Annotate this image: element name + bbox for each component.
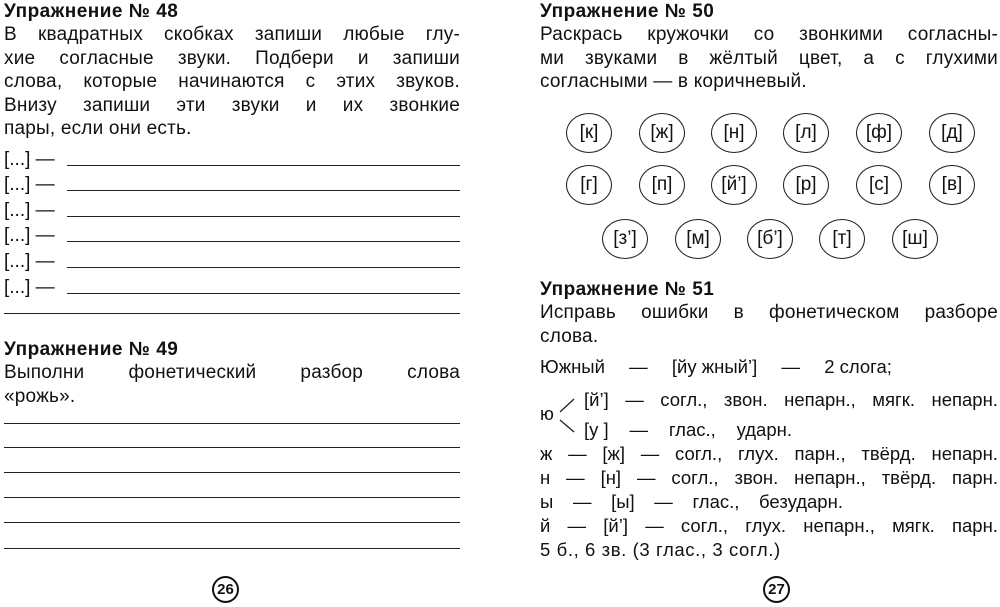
word: звон. (734, 467, 779, 488)
word: й (540, 515, 551, 536)
answer-line[interactable] (67, 241, 460, 242)
bracket-label: [...] — (4, 276, 55, 298)
ex48-line: хие согласные звуки. Подбери и запиши (4, 47, 460, 69)
ex50-line: согласными — в коричневый. (540, 71, 807, 92)
answer-line[interactable] (67, 165, 460, 166)
word: Южный (540, 356, 605, 377)
bracket-label: [...] — (4, 174, 55, 196)
sound-circle[interactable]: [п] (639, 165, 685, 205)
answer-line[interactable] (67, 293, 460, 294)
word: непарн. (931, 443, 998, 464)
fill-row[interactable] (4, 247, 460, 273)
analysis-row (540, 490, 843, 514)
exercise-49-title: Упражнение № 49 (4, 339, 179, 360)
word: твёрд. (861, 443, 916, 464)
word: — (568, 443, 587, 464)
word: ударн. (736, 419, 792, 440)
ex49-line (4, 361, 460, 385)
word: — (640, 443, 660, 464)
word: — (654, 491, 673, 512)
page-number: 27 (763, 576, 790, 603)
sound-circle[interactable]: [г] (566, 165, 612, 205)
analysis-yu-branch-2 (584, 418, 792, 442)
answer-line[interactable] (4, 522, 460, 523)
left-page (4, 0, 464, 607)
word: безударн. (759, 491, 843, 512)
bracket-label: [...] — (4, 199, 55, 221)
sound-circle[interactable]: [н] (711, 113, 757, 153)
word: [йу жный’] (671, 356, 758, 377)
word: — (625, 389, 644, 410)
word: глух. (745, 515, 787, 536)
word: звон. (723, 389, 768, 410)
ex48-line: пары, если они есть. (4, 118, 192, 139)
analysis-yu-branch-1 (584, 388, 998, 412)
analysis-summary: 5 б., 6 зв. (3 глас., 3 согл.) (540, 539, 781, 560)
exercise-50-title: Упражнение № 50 (540, 1, 715, 22)
fill-row[interactable] (4, 273, 460, 299)
fill-row[interactable] (4, 196, 460, 222)
word: — (781, 356, 800, 377)
answer-line[interactable] (4, 423, 460, 424)
word: глас., (668, 419, 716, 440)
answer-line[interactable] (4, 497, 460, 498)
bracket-label: [...] — (4, 148, 55, 170)
word: мягк. (872, 389, 915, 410)
word: 2 слога; (824, 356, 892, 377)
exercise-48-answer-lines (4, 145, 460, 299)
answer-line[interactable] (4, 447, 460, 448)
answer-line[interactable] (4, 313, 460, 314)
yu-letter: ю (540, 403, 554, 424)
sound-circle[interactable]: [ф] (856, 113, 902, 153)
word: фонетический (128, 362, 257, 383)
word: ы (540, 491, 554, 512)
analysis-row (540, 514, 998, 538)
sound-circle[interactable]: [с] (856, 165, 902, 205)
exercise-51-title: Упражнение № 51 (540, 279, 715, 300)
sound-circle[interactable]: [т] (819, 219, 865, 259)
word: разбор (300, 362, 364, 383)
sound-circle[interactable]: [д] (929, 113, 975, 153)
word: согл., (660, 389, 708, 410)
exercise-49-text (4, 361, 460, 408)
word: [н] (600, 467, 622, 488)
word: глух. (737, 443, 779, 464)
analysis-row (540, 442, 998, 466)
ex50-line: Раскрась кружочки со звонкими согласны- (540, 24, 998, 45)
word: [у ] (584, 419, 609, 440)
fill-row[interactable] (4, 145, 460, 171)
word: согл., (671, 467, 719, 488)
page-number: 26 (212, 576, 239, 603)
word: непарн., (794, 467, 866, 488)
analysis-word-line (540, 355, 892, 379)
ex48-line: В квадратных скобках запиши любые глу- (4, 24, 460, 45)
exercise-48-text (4, 23, 460, 141)
answer-line[interactable] (67, 216, 460, 217)
word: согл., (675, 443, 723, 464)
word: мягк. (892, 515, 935, 536)
ex51-line: Исправь ошибки в фонетическом разборе (540, 302, 998, 323)
answer-line[interactable] (67, 190, 460, 191)
sound-circle[interactable]: [р] (783, 165, 829, 205)
word: твёрд. (881, 467, 937, 488)
bracket-label: [...] — (4, 250, 55, 272)
word: слова (407, 362, 460, 383)
answer-line[interactable] (4, 472, 460, 473)
sound-circle[interactable]: [ш] (892, 219, 938, 259)
sound-circle[interactable]: [з’] (602, 219, 648, 259)
exercise-51-text (540, 301, 998, 348)
word: [й’] (603, 515, 628, 536)
word: непарн. (931, 389, 998, 410)
word: — (629, 356, 648, 377)
branch-down-line (560, 420, 574, 432)
word: — (645, 515, 664, 536)
sound-circle[interactable]: [б’] (747, 219, 793, 259)
word: ж (540, 443, 553, 464)
sound-circle[interactable]: [в] (929, 165, 975, 205)
branch-up-line (560, 399, 574, 412)
word: — (629, 419, 648, 440)
ex48-line: слова, которые начинаются с этих звуков. (4, 71, 460, 92)
answer-line[interactable] (67, 267, 460, 268)
word: н (540, 467, 551, 488)
right-page (540, 0, 1000, 607)
fill-row[interactable] (4, 171, 460, 197)
sound-circle[interactable]: [м] (675, 219, 721, 259)
ex48-line: Внизу запиши эти звуки и их звонкие (4, 94, 460, 116)
answer-line[interactable] (4, 548, 460, 549)
sound-circle[interactable]: [л] (783, 113, 829, 153)
sound-circle[interactable]: [ж] (639, 113, 685, 153)
word: [ж] (602, 443, 626, 464)
branch-lines-icon (558, 392, 578, 438)
bracket-label: [...] — (4, 225, 55, 247)
word: непарн., (784, 389, 856, 410)
word: [й’] (584, 389, 609, 410)
word: — (566, 467, 585, 488)
word: непарн., (803, 515, 875, 536)
fill-row[interactable] (4, 222, 460, 248)
word: парн. (951, 515, 998, 536)
word: Выполни (4, 362, 85, 383)
word: парн. (952, 467, 998, 488)
sound-circle[interactable]: [й’] (711, 165, 757, 205)
word: парн., (794, 443, 846, 464)
word: — (572, 491, 592, 512)
exercise-48-title: Упражнение № 48 (4, 1, 179, 22)
word: [ы] (611, 491, 635, 512)
ex49-line: «рожь». (4, 385, 76, 407)
word: глас., (692, 491, 740, 512)
ex51-line: слова. (540, 325, 599, 347)
sound-circle[interactable]: [к] (566, 113, 612, 153)
ex50-line: ми звуками в жёлтый цвет, а с глухими (540, 47, 998, 69)
word: — (567, 515, 587, 536)
analysis-row (540, 466, 998, 490)
word: согл., (680, 515, 729, 536)
exercise-50-text (540, 23, 998, 94)
word: — (636, 467, 656, 488)
